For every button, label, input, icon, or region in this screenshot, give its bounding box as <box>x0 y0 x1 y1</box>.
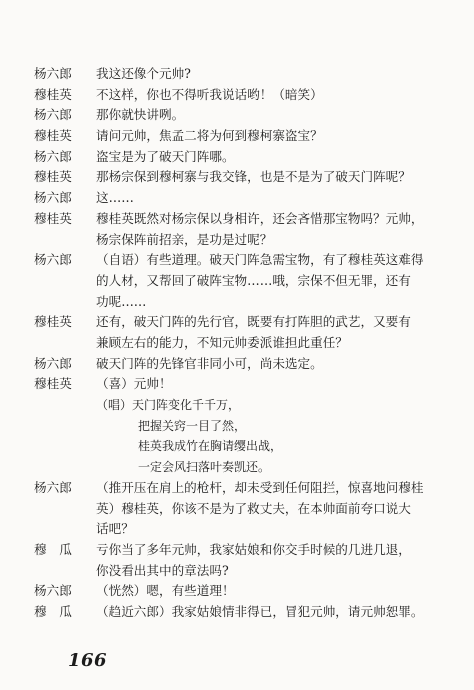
speaker-name: 穆桂英 <box>34 86 72 102</box>
dialogue-text: 请问元帅，焦孟二将为何到穆柯寨盗宝？ <box>96 128 323 144</box>
dialogue-text-continued: 功呢…… <box>96 293 147 309</box>
song-verse: 桂英我成竹在胸请缨出战， <box>138 439 283 454</box>
dialogue-text: 这…… <box>96 190 134 206</box>
dialogue-text: 不这样，你也不得听我说话哟！（暗笑） <box>96 86 323 102</box>
speaker-name: 杨六郎 <box>34 148 72 164</box>
speaker-name: 穆桂英 <box>34 376 72 392</box>
speaker-name: 杨六郎 <box>34 66 72 81</box>
dialogue-text: 破天门阵的先锋官非同小可，尚未选定。 <box>96 355 323 371</box>
page-number: 166 <box>68 650 108 671</box>
speaker-name: 杨六郎 <box>34 190 72 206</box>
dialogue-text-continued: 兼顾左右的能力，不知元帅委派谁担此重任？ <box>96 335 348 350</box>
dialogue-text: 亏你当了多年元帅，我家姑娘和你交手时候的几进几退， <box>96 541 411 557</box>
song-verse: 一定会风扫落叶奏凯还。 <box>138 460 271 475</box>
speaker-name: 杨六郎 <box>34 252 72 268</box>
speaker-name: 穆桂英 <box>34 210 72 226</box>
song-intro: （唱）天门阵变化千千万， <box>96 398 241 413</box>
dialogue-text-continued: 话吧？ <box>96 521 134 537</box>
dialogue-text-continued: 的人材，又帮回了破阵宝物……哦，宗保不但无罪，还有 <box>96 272 411 288</box>
speaker-name: 穆 瓜 <box>34 604 72 619</box>
dialogue-text: 穆桂英既然对杨宗保以身相许，还会吝惜那宝物吗？元帅， <box>96 210 424 226</box>
speaker-name: 杨六郎 <box>34 479 72 495</box>
dialogue-text: （推开压在肩上的枪杆，却未受到任何阻拦，惊喜地问穆桂 <box>96 479 424 495</box>
dialogue-text: （喜）元帅！ <box>96 376 172 392</box>
dialogue-text: 我这还像个元帅? <box>96 66 191 81</box>
dialogue-text: 那你就快讲咧。 <box>96 107 185 123</box>
dialogue-text: （恍然）嗯，有些道理！ <box>96 583 235 599</box>
dialogue-text: （自语）有些道理。破天门阵急需宝物，有了穆桂英这难得 <box>96 252 424 268</box>
dialogue-text: （趋近六郎）我家姑娘情非得已，冒犯元帅，请元帅恕罪。 <box>96 604 424 619</box>
dialogue-text-continued: 英）穆桂英，你该不是为了救丈夫，在本帅面前夸口说大 <box>96 500 411 516</box>
speaker-name: 穆桂英 <box>34 169 72 185</box>
dialogue-text: 那杨宗保到穆柯寨与我交锋，也是不是为了破天门阵呢？ <box>96 169 411 185</box>
dialogue-text: 盗宝是为了破天门阵哪。 <box>96 148 235 164</box>
dialogue-text-continued: 杨宗保阵前招亲，是功是过呢？ <box>96 231 273 247</box>
speaker-name: 杨六郎 <box>34 355 72 371</box>
speaker-name: 杨六郎 <box>34 107 72 123</box>
dialogue-text-continued: 你没看出其中的章法吗? <box>96 562 229 578</box>
song-verse: 把握关窍一目了然， <box>138 418 247 433</box>
speaker-name: 杨六郎 <box>34 583 72 599</box>
speaker-name: 穆桂英 <box>34 128 72 144</box>
speaker-name: 穆 瓜 <box>34 541 72 557</box>
speaker-name: 穆桂英 <box>34 314 72 330</box>
dialogue-text: 还有，破天门阵的先行官，既要有打阵胆的武艺，又要有 <box>96 314 411 330</box>
